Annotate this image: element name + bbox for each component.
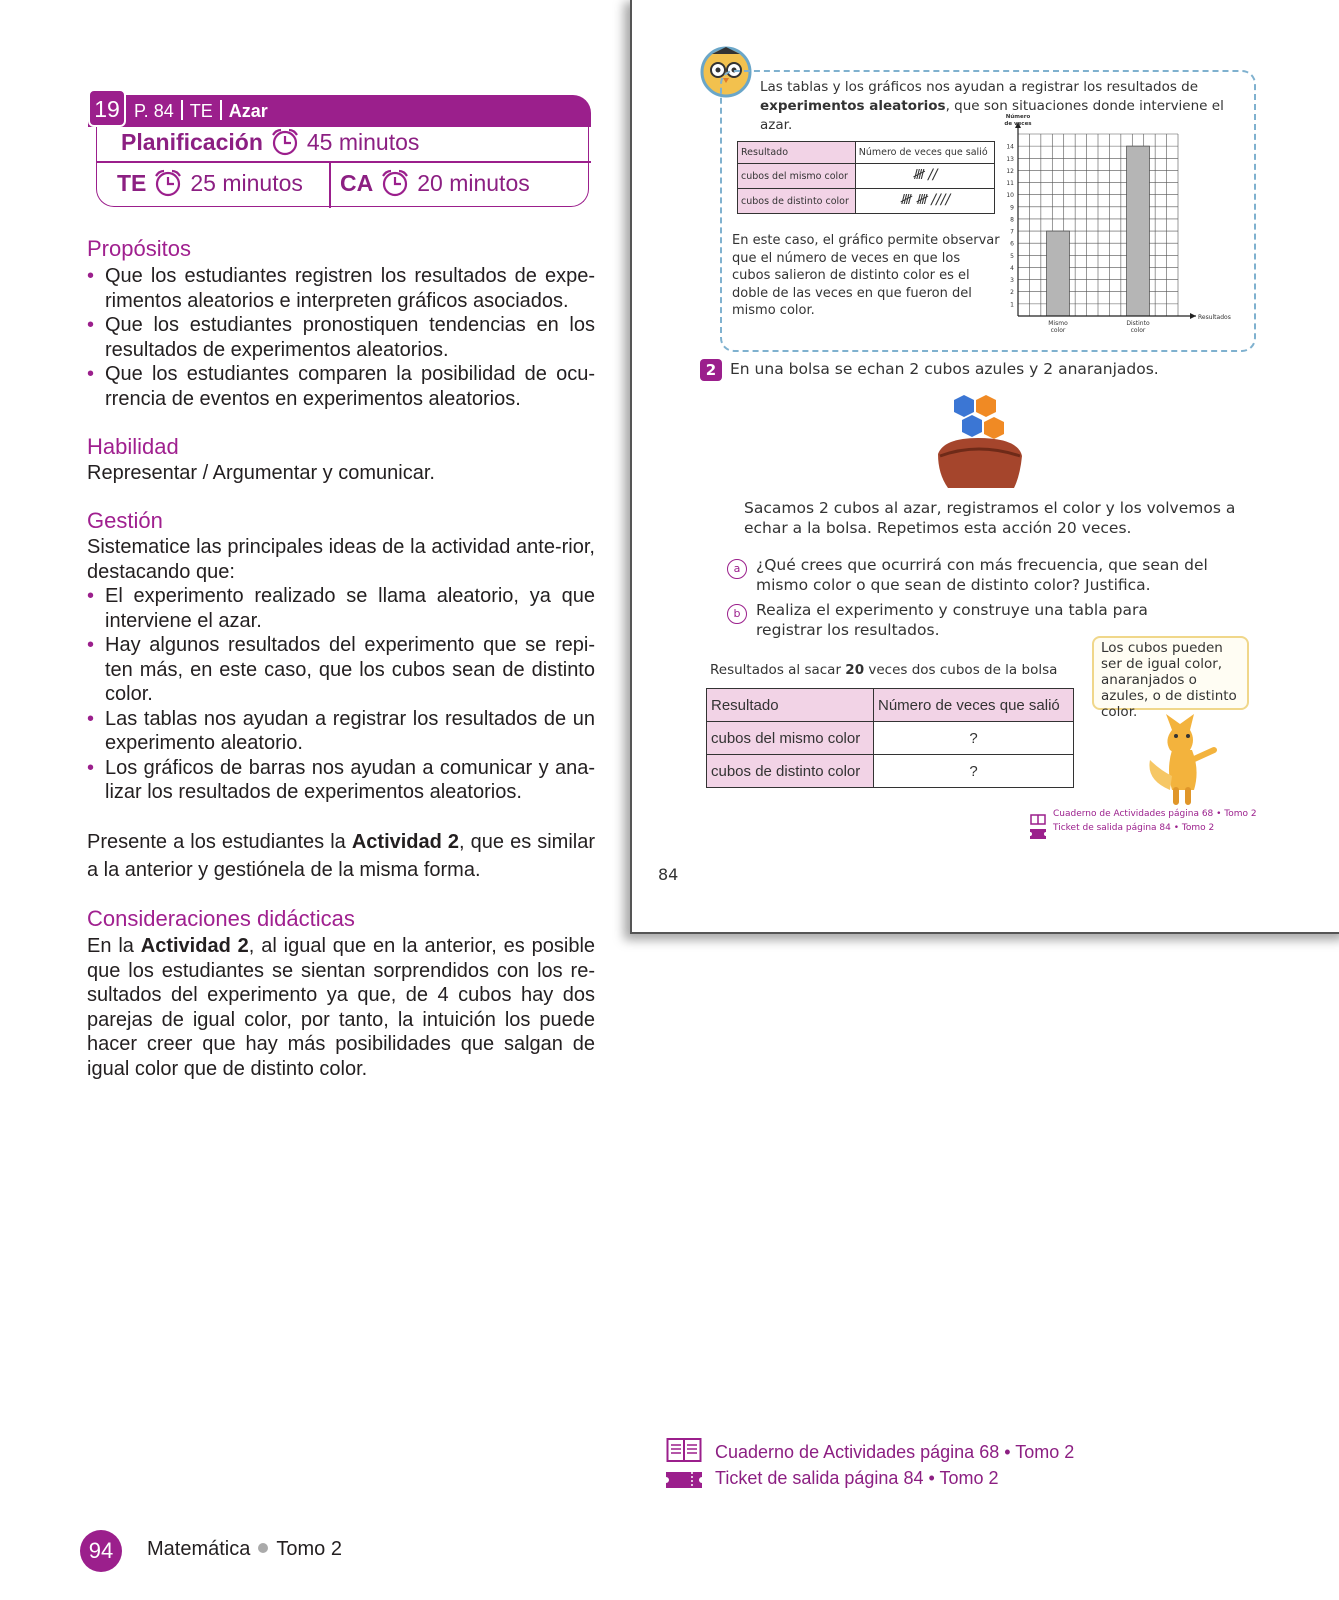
footer-dot [258,1543,268,1553]
consideraciones-title: Consideraciones didácticas [87,906,355,931]
gestion-closing-post: , que es similar a la anterior y gestiónela de la misma forma. [87,831,596,881]
planning-time: 45 minutos [306,129,420,155]
table-cell-value: ? [874,722,1074,755]
table-caption-bold: 20 [845,662,865,678]
fox-mascot-icon [1142,710,1232,814]
activity-number-badge: 2 [700,359,722,381]
gestion-closing-bold: Actividad 2 [351,831,460,853]
y-tick-label: 6 [1010,240,1014,248]
list-item: • Que los estudiantes registren los resultados de expe-rimentos aleatorios e interpreten gráficos asociados. [87,264,595,313]
question-a-marker: a [727,559,747,579]
gestion-body [87,535,595,805]
table-cell-label: cubos de distinto color [707,755,874,788]
table-cell-value: ? [874,755,1074,788]
table-header-count: Número de veces que salió [874,689,1074,722]
x-axis-label: Resultados [1198,314,1231,321]
page-ref: P. 84 [134,101,174,121]
bar-chart [1002,110,1264,348]
habilidad-title: Habilidad [87,434,179,459]
y-tick-label: 5 [1010,252,1014,260]
question-b-marker: b [727,604,747,624]
te-label: TE [117,170,147,196]
topic-label: Azar [228,101,268,121]
gestion-closing-pre: Presente a los estudiantes la [87,831,352,853]
question-b: Realiza el experimento y construye una tabla para registrar los resultados. [756,601,1148,639]
procedure-text: Sacamos 2 cubos al azar, registramos el color y los volvemos a echar a la bolsa. Repetimos esta acción 20 veces. [744,499,1236,537]
y-tick-label: 13 [1006,155,1014,163]
ca-time: 20 minutos [417,170,530,196]
consideraciones-pre: En la [87,935,141,957]
footer-subject: Matemática [147,1538,251,1560]
ticket-icon [1030,824,1046,843]
y-tick-label: 4 [1010,264,1014,272]
x-axis-arrow [1190,313,1196,319]
y-tick-label: 2 [1010,289,1014,297]
x-tick-label: Mismo [1048,320,1068,327]
list-item: • El experimento realizado se llama aleatorio, ya que interviene el azar. [87,584,595,633]
ca-label: CA [340,170,374,196]
mini-header-count: Número de veces que salió [855,142,994,164]
small-ref-ticket: Ticket de salida página 84 • Tomo 2 [1053,823,1215,833]
ca-row [340,169,530,203]
y-tick-label: 8 [1010,216,1014,224]
gestion-closing [87,828,595,884]
te-time: 25 minutos [190,170,303,196]
info-intro-bold: experimentos aleatorios [760,98,946,114]
ticket-icon [666,1470,702,1495]
list-item: • Hay algunos resultados del experimento que se repi-ten más, en este caso, que los cubos sean de distinto color. [87,633,595,707]
alarm-clock-icon [269,128,301,162]
activity-text: En una bolsa se echan 2 cubos azules y 2 anaranjados. [730,360,1159,378]
resource-ticket: Ticket de salida página 84 • Tomo 2 [715,1468,999,1488]
footer-page-number: 94 [80,1530,122,1572]
consideraciones-bold: Actividad 2 [140,935,249,957]
y-tick-label: 3 [1010,277,1014,285]
results-table [706,688,1074,788]
mini-row-tally: 𝍸 // [855,164,994,189]
te-row [117,169,303,203]
y-axis-label: de veces [1004,121,1032,127]
y-tick-label: 12 [1006,167,1014,175]
y-tick-label: 9 [1010,204,1014,212]
mini-header-result: Resultado [738,142,856,164]
planning-row [121,128,419,162]
x-tick-label: color [1050,327,1066,334]
section-label: TE [189,101,213,121]
explain-text: En este caso, el gráfico permite observar que el número de veces en que los cubos salieron de distinto color es el doble de las veces en que fueron del mismo color. [732,233,1000,318]
mini-row-label: cubos del mismo color [738,164,856,189]
table-caption [710,662,1057,678]
list-item: • Los gráficos de barras nos ayudan a comunicar y ana-lizar los resultados de experimentos aleatorios. [87,756,595,805]
table-row [707,755,1074,788]
gestion-intro: Sistematice las principales ideas de la actividad ante-rior, destacando que: [87,536,595,583]
textbook-page [630,0,1339,934]
y-tick-label: 1 [1010,301,1014,309]
propositos-title: Propósitos [87,236,191,261]
y-tick-label: 10 [1006,192,1014,200]
chart-bar [1047,231,1070,316]
list-item: • Que los estudiantes pronostiquen tendencias en los resultados de experimentos aleatorios. [87,313,595,362]
chart-bar [1127,146,1150,316]
mini-row-tally: 𝍸 𝍸 //// [855,189,994,214]
info-intro-rest: , que son situaciones donde interviene el azar. [760,98,1224,133]
alarm-clock-icon [152,169,184,203]
footer-text [147,1538,342,1561]
resource-workbook: Cuaderno de Actividades página 68 • Tomo 2 [715,1442,1075,1462]
info-intro-line1: Las tablas y los gráficos nos ayudan a registrar los resultados de [760,79,1199,95]
habilidad-text: Representar / Argumentar y comunicar. [87,462,435,484]
small-ref-workbook: Cuaderno de Actividades página 68 • Tomo 2 [1053,809,1257,819]
list-item: • Las tablas nos ayudan a registrar los resultados de un experimento aleatorio. [87,707,595,756]
bag-with-cubes-icon [932,390,1028,494]
book-page-number: 84 [658,865,679,884]
consideraciones-post: , al igual que en la anterior, es posible que los estudiantes se sientan sorprendidos con los re-sultados del experimento ya que, de 4 cubos hay dos parejas de igual color, por tanto, la intuición los puede hacer creer que hay más posibilidades que salgan de igual color que de distinto color. [87,935,596,1080]
y-tick-label: 11 [1006,180,1014,188]
open-book-icon [666,1436,702,1469]
consideraciones-text [87,934,595,1081]
alarm-clock-icon [379,169,411,203]
y-axis-label: Número [1005,114,1031,120]
planning-meta [134,100,268,122]
table-cell-label: cubos del mismo color [707,722,874,755]
table-caption-pre: Resultados al sacar [710,662,846,678]
question-a: ¿Qué crees que ocurrirá con más frecuencia, que sean del mismo color o que sean de distinto color? Justifica. [756,556,1208,594]
footer-volume: Tomo 2 [276,1538,342,1560]
planning-column-divider [329,162,331,208]
y-tick-label: 7 [1010,228,1014,236]
gestion-title: Gestión [87,508,163,533]
list-item: • Que los estudiantes comparen la posibilidad de ocu-rrencia de eventos en experimentos aleatorios. [87,362,595,411]
propositos-list [87,264,595,411]
table-header-result: Resultado [707,689,874,722]
y-tick-label: 14 [1006,143,1014,151]
x-tick-label: Distinto [1126,320,1150,327]
x-tick-label: color [1130,327,1146,334]
speech-bubble: Los cubos pueden ser de igual color, anaranjados o azules, o de distinto color. [1092,636,1249,710]
table-row [707,722,1074,755]
planning-label: Planificación [121,129,263,155]
mini-results-table [737,141,995,214]
table-caption-post: veces dos cubos de la bolsa [864,662,1058,678]
mini-row-label: cubos de distinto color [738,189,856,214]
lesson-number-badge: 19 [88,89,126,127]
